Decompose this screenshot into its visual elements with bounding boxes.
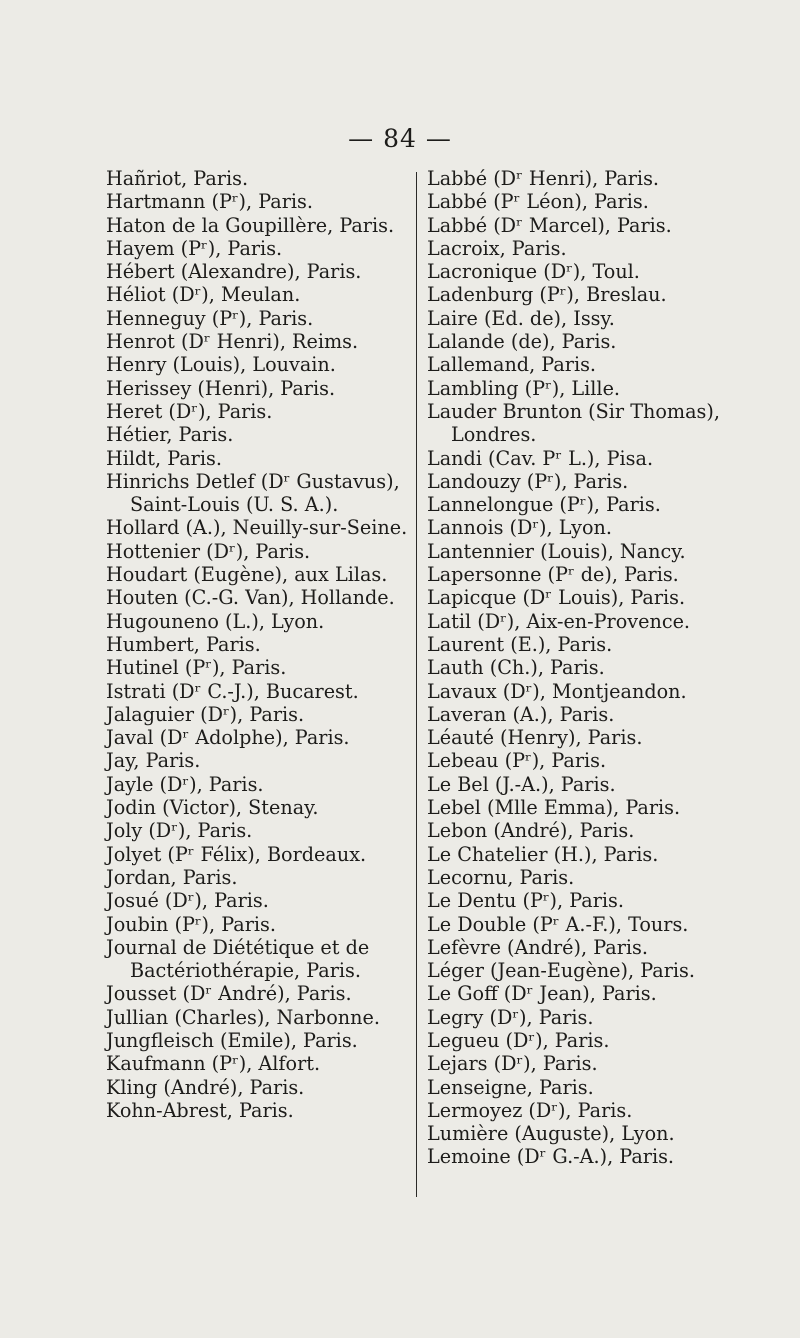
index-entry: Lacronique (Dʳ), Toul. — [427, 260, 640, 284]
index-entry: Lauth (Ch.), Paris. — [427, 656, 605, 680]
index-entry: Lebon (André), Paris. — [427, 819, 635, 843]
index-entry: Jolyet (Pʳ Félix), Bordeaux. — [106, 842, 367, 866]
index-entry: Labbé (Pʳ Léon), Paris. — [427, 190, 649, 214]
index-entry: Lauder Brunton (Sir Thomas), Londres. — [427, 399, 720, 447]
index-entry: Kohn-Abrest, Paris. — [106, 1098, 294, 1122]
index-entry: Lannois (Dʳ), Lyon. — [427, 516, 612, 540]
index-entry: Istrati (Dʳ C.-J.), Bucarest. — [106, 679, 359, 703]
index-entry: Heret (Dʳ), Paris. — [106, 399, 273, 423]
index-entry: Houdart (Eugène), aux Lilas. — [106, 563, 388, 587]
index-entry: Hugouneno (L.), Lyon. — [106, 609, 325, 633]
index-entry: Lefèvre (André), Paris. — [427, 935, 648, 959]
index-entry: Le Chatelier (H.), Paris. — [427, 842, 659, 866]
index-entry: Henry (Louis), Louvain. — [106, 353, 336, 377]
index-entry: Hinrichs Detlef (Dʳ Gustavus), Saint-Louis (U. S. A.). — [106, 469, 400, 517]
index-entry: Lacroix, Paris. — [427, 236, 567, 260]
index-entry: Jullian (Charles), Narbonne. — [106, 1005, 380, 1029]
index-entry: Le Dentu (Pʳ), Paris. — [427, 889, 624, 913]
index-entry: Hottenier (Dʳ), Paris. — [106, 539, 311, 563]
index-entry: Landi (Cav. Pʳ L.), Pisa. — [427, 446, 654, 470]
index-entry: Laire (Ed. de), Issy. — [427, 306, 615, 330]
index-entry: Hutinel (Pʳ), Paris. — [106, 656, 287, 680]
index-entry: Lemoine (Dʳ G.-A.), Paris. — [427, 1145, 675, 1169]
index-entry: Kaufmann (Pʳ), Alfort. — [106, 1052, 321, 1076]
index-entry: Hayem (Pʳ), Paris. — [106, 236, 283, 260]
index-entry: Lantennier (Louis), Nancy. — [427, 539, 686, 563]
index-entry: Héliot (Dʳ), Meulan. — [106, 283, 301, 307]
index-entry: Joubin (Pʳ), Paris. — [106, 912, 276, 936]
index-entry: Lebel (Mlle Emma), Paris. — [427, 796, 681, 820]
index-entry: Le Bel (J.-A.), Paris. — [427, 772, 616, 796]
index-entry: Lapicque (Dʳ Louis), Paris. — [427, 586, 686, 610]
index-entry: Léauté (Henry), Paris. — [427, 726, 643, 750]
index-entry: Le Double (Pʳ A.-F.), Tours. — [427, 912, 689, 936]
index-entry: Jordan, Paris. — [106, 865, 238, 889]
index-entry: Lallemand, Paris. — [427, 353, 597, 377]
index-entry: Lecornu, Paris. — [427, 865, 575, 889]
index-entry: Laveran (A.), Paris. — [427, 702, 615, 726]
column-divider — [416, 172, 417, 1197]
index-entry: Lannelongue (Pʳ), Paris. — [427, 493, 661, 517]
index-entry: Labbé (Dʳ Marcel), Paris. — [427, 213, 672, 237]
index-entry: Haton de la Goupillère, Paris. — [106, 213, 395, 237]
index-entry: Lambling (Pʳ), Lille. — [427, 376, 621, 400]
index-entry: Legry (Dʳ), Paris. — [427, 1005, 594, 1029]
index-entry: Joly (Dʳ), Paris. — [106, 819, 253, 843]
index-entry: Leguеu (Dʳ), Paris. — [427, 1028, 610, 1052]
index-entry: Henrot (Dʳ Henri), Reims. — [106, 330, 359, 354]
index-entry: Lalande (de), Paris. — [427, 330, 617, 354]
index-entry: Hañriot, Paris. — [106, 167, 249, 190]
index-entry: Jay, Paris. — [106, 749, 201, 773]
index-entry: Jayle (Dʳ), Paris. — [106, 772, 264, 796]
index-entry: Kling (André), Paris. — [106, 1075, 305, 1099]
index-entry: Josué (Dʳ), Paris. — [106, 889, 269, 913]
index-entry: Ladenburg (Pʳ), Breslau. — [427, 283, 667, 307]
index-entry: Hartmann (Pʳ), Paris. — [106, 190, 313, 214]
index-entry: Humbert, Paris. — [106, 632, 261, 656]
index-entry: Le Goff (Dʳ Jean), Paris. — [427, 982, 657, 1006]
left-column — [106, 167, 412, 1122]
index-entry: Léger (Jean-Eugène), Paris. — [427, 959, 695, 983]
right-column — [427, 167, 739, 1169]
index-entry: Houten (C.-G. Van), Hollande. — [106, 586, 395, 610]
index-entry: Lebeau (Pʳ), Paris. — [427, 749, 607, 773]
index-entry: Jungfleisch (Emile), Paris. — [106, 1028, 358, 1052]
index-entry: Hildt, Paris. — [106, 446, 222, 470]
index-entry: Hollard (A.), Neuilly-sur-Seine. — [106, 516, 408, 540]
index-entry: Lermoyez (Dʳ), Paris. — [427, 1098, 633, 1122]
index-entry: Lapersonne (Pʳ de), Paris. — [427, 563, 679, 587]
index-entry: Javal (Dʳ Adolphe), Paris. — [106, 726, 350, 750]
page-number: — 84 — — [348, 124, 452, 153]
index-entry: Labbé (Dʳ Henri), Paris. — [427, 167, 660, 190]
index-entry: Latil (Dʳ), Aix-en-Provence. — [427, 609, 691, 633]
index-entry: Journal de Diététique et de Bactériothérapie, Paris. — [106, 935, 370, 983]
index-entry: Lavaux (Dʳ), Montjeandon. — [427, 679, 687, 703]
index-entry: Herissey (Henri), Paris. — [106, 376, 336, 400]
index-entry: Jodin (Victor), Stenay. — [106, 796, 319, 820]
index-entry: Hébert (Alexandre), Paris. — [106, 260, 362, 284]
index-entry: Jousset (Dʳ André), Paris. — [106, 982, 352, 1006]
index-entry: Lenseigne, Paris. — [427, 1075, 594, 1099]
index-entry: Jalaguier (Dʳ), Paris. — [106, 702, 305, 726]
index-entry: Lumière (Auguste), Lyon. — [427, 1122, 675, 1146]
index-entry: Hétier, Paris. — [106, 423, 234, 447]
index-entry: Laurent (E.), Paris. — [427, 632, 613, 656]
index-entry: Lejars (Dʳ), Paris. — [427, 1052, 598, 1076]
index-entry: Henneguy (Pʳ), Paris. — [106, 306, 314, 330]
index-entry: Landouzy (Pʳ), Paris. — [427, 469, 629, 493]
